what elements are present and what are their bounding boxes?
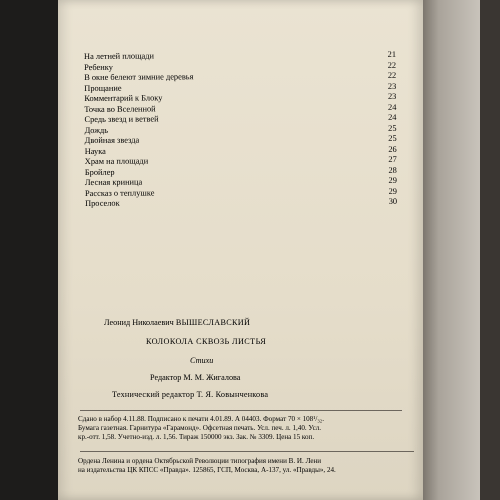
divider-bottom [80, 451, 414, 452]
toc-entry-title: Лесная криница [84, 177, 143, 187]
toc-entry-title: Комментарий к Блоку [84, 93, 163, 103]
editor-line: Редактор М. М. Жигалова [150, 373, 241, 382]
author-name: Леонид Николаевич [104, 318, 174, 327]
toc-entry-title: Прощание [84, 83, 122, 93]
toc-entry-title: Точка во Вселенной [84, 104, 156, 114]
printer-info [78, 457, 336, 475]
toc-entry-page: 23 [387, 81, 397, 91]
toc-entry-title: Дождь [84, 125, 109, 135]
toc-entry-page: 25 [388, 123, 397, 133]
toc-entry-title: Бройлер [84, 167, 115, 177]
toc-entry-page: 24 [388, 112, 397, 122]
toc-entry-page: 23 [387, 91, 397, 101]
book-title: КОЛОКОЛА СКВОЗЬ ЛИСТЬЯ [146, 337, 267, 346]
tech-editor-line: Технический редактор Т. Я. Ковынченкова [112, 390, 269, 399]
divider-top [80, 410, 402, 411]
toc-entry-title: Рассказ о теплушке [84, 188, 155, 198]
adjacent-page-edge [418, 0, 500, 500]
toc-entry-page: 22 [387, 70, 397, 80]
toc-entry [85, 197, 397, 210]
genre-label: Стихи [190, 356, 214, 365]
publishing-line: Бумага газетная. Гарнитура «Гарамонд». Офсетная печать. Усл. печ. л. 1,40. Усл. [78, 424, 322, 433]
toc-entry-title: На летней площади [84, 51, 155, 61]
table-of-contents [84, 50, 397, 210]
toc-entry-page: 25 [388, 133, 397, 143]
toc-entry-page: 21 [387, 49, 397, 59]
toc-entry-page: 24 [387, 102, 397, 112]
toc-entry-page: 27 [388, 154, 397, 164]
toc-entry-title: Храм на площади [84, 156, 149, 166]
toc-entry-page: 22 [387, 60, 397, 70]
toc-entry-page: 26 [388, 144, 397, 154]
publishing-line: Сдано в набор 4.11.88. Подписано к печати 4.01.89. А 04403. Формат 70 × 108¹/₃₂. [78, 415, 325, 423]
toc-entry-title: Проселок [85, 198, 120, 208]
toc-entry-title: В окне белеют зимние деревья [84, 72, 194, 82]
toc-entry-title: Наука [84, 146, 106, 156]
toc-entry-title: Средь звезд и ветвей [84, 114, 159, 124]
toc-entry-page: 29 [388, 175, 397, 185]
publishing-data [78, 415, 324, 443]
toc-entry-page: 30 [388, 196, 398, 206]
printer-line: Ордена Ленина и ордена Октябрьской Революции типография имени В. И. Лени [78, 457, 322, 465]
publishing-line: кр.-отт. 1,58. Учетно-изд. л. 1,56. Тираж 150000 экз. Зак. № 3309. Цена 15 коп. [78, 433, 315, 442]
toc-entry-title: Ребенку [84, 62, 113, 72]
author-line [104, 318, 434, 328]
toc-entry-title: Двойная звезда [84, 135, 140, 145]
author-surname: ВЫШЕСЛАВСКИЙ [175, 318, 251, 327]
printer-line: на издательства ЦК КПСС «Правда». 125865, ГСП, Москва, А-137, ул. «Правды», 24. [78, 466, 336, 475]
toc-entry-page: 28 [388, 165, 397, 175]
toc-entry-page: 29 [388, 186, 398, 196]
